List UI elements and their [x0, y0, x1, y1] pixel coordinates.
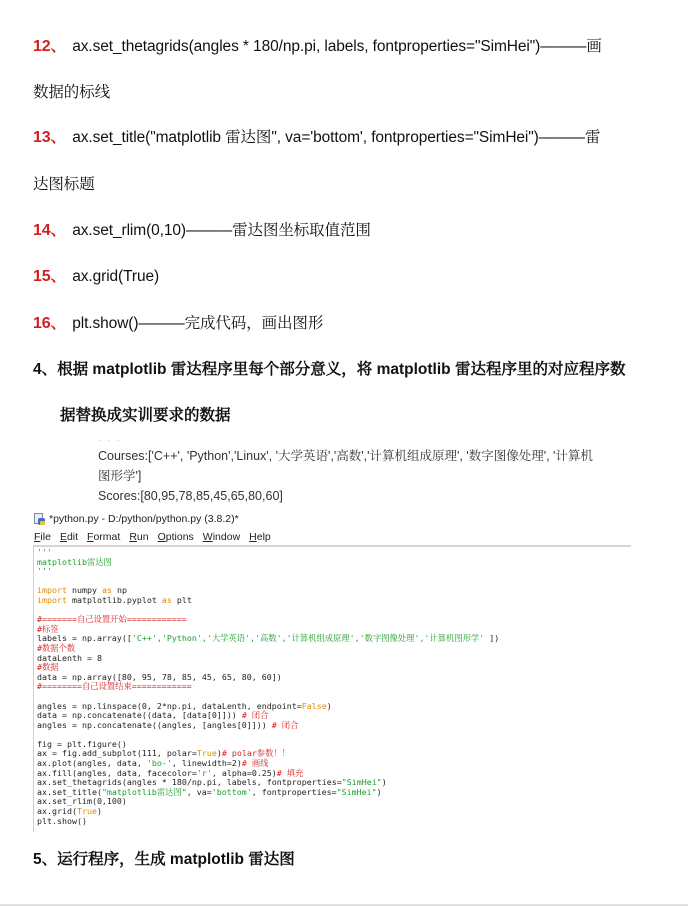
- step-text: plt.show()———完成代码，画出图形: [72, 315, 324, 332]
- code-line: labels = np.array(['C++','Python','大学英语','高数','计算机组成原理','数字图像处理','计算机图形学' ]): [37, 633, 500, 644]
- menu-item-run[interactable]: Run: [129, 530, 149, 543]
- step-12: 12、 ax.set_thetagrids(angles * 180/np.pi, labels, fontproperties="SimHei")———画: [33, 38, 602, 55]
- section-4-heading: 4、根据 matplotlib 雷达程序里每个部分意义，将 matplotlib 雷达程序里的对应程序数: [33, 361, 626, 378]
- menu-bar: [33, 528, 631, 547]
- scores-line: Scores:[80,95,78,85,45,65,80,60]: [98, 489, 283, 503]
- code-line: matplotlib雷达图: [37, 556, 112, 567]
- code-line: #标签: [37, 623, 59, 634]
- page-divider: [0, 904, 688, 906]
- menu-item-file[interactable]: File: [34, 530, 51, 543]
- code-line: angles = np.linspace(0, 2*np.pi, dataLenth, endpoint=False): [37, 700, 332, 711]
- idle-editor-window: [33, 510, 653, 832]
- step-text: ax.grid(True): [72, 268, 160, 285]
- code-line: #数据个数: [37, 642, 76, 653]
- code-line: dataLenth = 8: [37, 652, 102, 663]
- python-file-icon: [33, 513, 45, 525]
- code-line: data = np.array([80, 95, 78, 85, 45, 65, 80, 60]): [37, 671, 282, 682]
- step-number: 15: [33, 268, 51, 285]
- step-13: 13、 ax.set_title("matplotlib 雷达图", va='bottom', fontproperties="SimHei")———雷: [33, 129, 601, 146]
- courses-line: Courses:['C++', 'Python','Linux', '大学英语','高数','计算机组成原理', '数字图像处理', '计算机: [98, 449, 593, 463]
- window-title: *python.py - D:/python/python.py (3.8.2)*: [49, 513, 239, 525]
- courses-line-continuation: 图形学']: [98, 469, 142, 483]
- step-number: 14: [33, 222, 51, 239]
- code-line: ax.grid(True): [37, 806, 102, 817]
- code-line: plt.show(): [37, 815, 87, 826]
- menu-item-window[interactable]: Window: [202, 530, 241, 543]
- menu-item-format[interactable]: Format: [87, 530, 121, 543]
- code-line: #========自己设置结束============: [37, 681, 192, 692]
- window-titlebar: [33, 510, 653, 528]
- step-13-continuation: 达图标题: [33, 176, 95, 193]
- code-line: import numpy as np: [37, 585, 127, 596]
- code-line: #数据: [37, 662, 59, 673]
- menu-item-options[interactable]: Options: [157, 530, 194, 543]
- code-line: #=======自己设置开始============: [37, 614, 187, 625]
- code-line: data = np.concatenate((data, [data[0]])) # 闭合: [37, 710, 269, 721]
- code-line: ax.set_title("matplotlib雷达图", va='bottom', fontproperties="SimHei"): [37, 786, 382, 797]
- code-line: fig = plt.figure(): [37, 738, 127, 749]
- code-line: import matplotlib.pyplot as plt: [37, 594, 192, 605]
- step-text: ax.set_thetagrids(angles * 180/np.pi, labels, fontproperties="SimHei")———画: [72, 38, 602, 55]
- code-line: ''': [37, 547, 52, 557]
- menu-item-edit[interactable]: Edit: [59, 530, 79, 543]
- step-16: 16、 plt.show()———完成代码，画出图形: [33, 315, 324, 332]
- code-editor[interactable]: [33, 547, 627, 832]
- step-14: 14、 ax.set_rlim(0,10)———雷达图坐标取值范围: [33, 222, 371, 239]
- step-number: 12: [33, 38, 51, 55]
- code-line: ax.fill(angles, data, facecolor='r', alpha=0.25)# 填充: [37, 767, 304, 778]
- code-line: ax.set_thetagrids(angles * 180/np.pi, labels, fontproperties="SimHei"): [37, 777, 387, 788]
- section-5-heading: 5、运行程序，生成 matplotlib 雷达图: [33, 851, 295, 868]
- step-text: ax.set_title("matplotlib 雷达图", va='bottom', fontproperties="SimHei")———雷: [72, 129, 601, 146]
- code-line: angles = np.concatenate((angles, [angles[0]])) # 闭合: [37, 719, 299, 730]
- code-line: ax.plot(angles, data, 'bo-', linewidth=2)# 画线: [37, 758, 269, 769]
- section-4-heading-continuation: 据替换成实训要求的数据: [60, 407, 231, 424]
- menu-item-help[interactable]: Help: [249, 530, 271, 543]
- step-12-continuation: 数据的标线: [33, 84, 111, 101]
- step-15: 15、 ax.grid(True): [33, 268, 160, 285]
- code-line: ax = fig.add_subplot(111, polar=True)# polar参数！！: [37, 748, 290, 759]
- code-line: ''': [37, 566, 52, 577]
- step-text: ax.set_rlim(0,10)———雷达图坐标取值范围: [72, 222, 371, 239]
- code-line: ax.set_rlim(0,100): [37, 796, 127, 807]
- step-number: 13: [33, 129, 51, 146]
- faded-text: · · ·: [98, 435, 122, 445]
- step-number: 16: [33, 315, 51, 332]
